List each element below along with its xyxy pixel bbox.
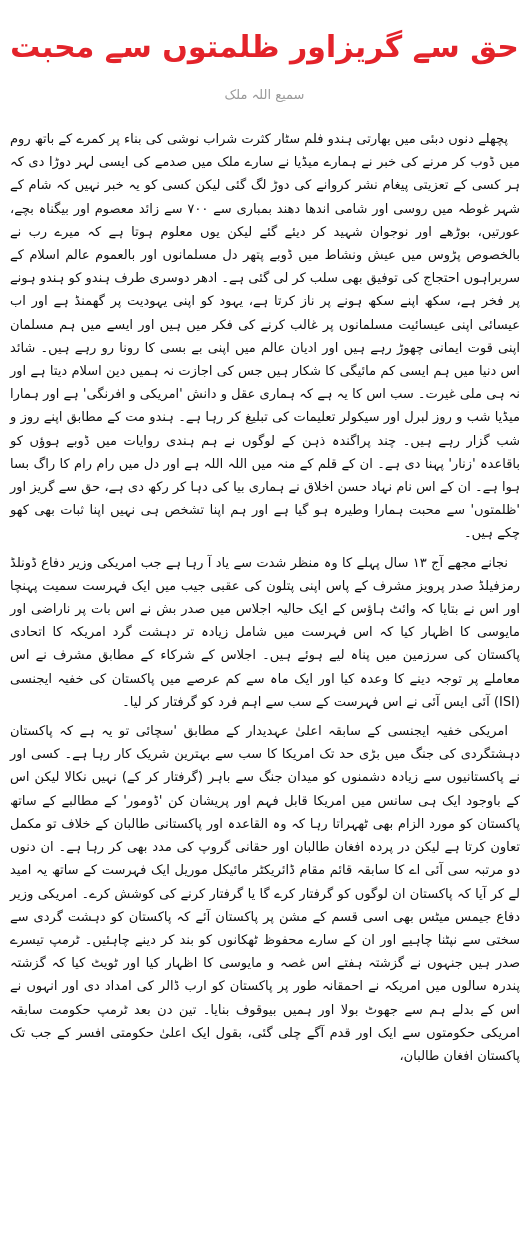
- article-paragraph: امریکی خفیہ ایجنسی کے سابقہ اعلیٰ عہدیدار کے مطابق 'سچائی تو یہ ہے کہ پاکستان دہشتگردی کی جنگ میں بڑی حد تک امریکا کا سب سے بہترین شریک کار رہا ہے۔ کسی اور نے پاکستانیوں سے زیادہ دشمنوں کو میدان جنگ سے باہر (گرفتار کر کے) نہیں نکالا لیکن اس کے باوجود ایک ہی سانس میں امریکا قابل فہم اور پریشان کن 'ڈومور' کے مطالبے کے ساتھ پاکستان کو مورد الزام بھی ٹھہراتا رہا کہ وہ القاعدہ اور پاکستانی طالبان کے خلاف تو مکمل تعاون کرتا ہے لیکن در پردہ افغان طالبان اور حقانی گروپ کی مدد بھی کر رہا ہے۔ ان دنوں دو مرتبہ سی آئی اے کا سابقہ قائم مقام ڈائریکٹر مائیکل موریل ایک فہرست کے ساتھ یہ امید لے کر آیا کہ پاکستان ان لوگوں کو گرفتار کرے گا یا گرفتار کرنے کی کوشش کرے۔ امریکی وزیر دفاع جیمس میٹس بھی اسی قسم کے مشن پر پاکستان آئے کہ پاکستان کو دہشت گردی سے سختی سے نپٹنا چاہیے اور ان کے سارے محفوظ ٹھکانوں کو بند کر دینے چاہئیں۔ ٹرمپ تیسرے صدر ہیں جنہوں نے گزشتہ ہفتے اس غصہ و مایوسی کا اظہار کیا اور ٹویٹ کیا کہ گزشتہ پندرہ سالوں میں امریکہ نے احمقانہ طور پر پاکستان کو ارب ڈالر کی امداد دی اور انہوں نے اس کے بدلے ہم سے جھوٹ بولا اور ہمیں بیوقوف بنایا۔ تین دن بعد ٹرمپ حکومت سابقہ امریکی حکومتوں سے ایک اور قدم آگے چلی گئی، بقول ایک اعلیٰ حکومتی افسر کے جب تک پاکستان افغان طالبان،: [10, 724, 520, 1064]
- article-title: حق سے گریزاور ظلمتوں سے محبت: [10, 30, 519, 65]
- author-byline: سمیع اللہ ملک: [224, 88, 305, 103]
- article-paragraph: نجانے مجھے آج ۱۳ سال پہلے کا وہ منظر شدت سے یاد آ رہا ہے جب امریکی وزیر دفاع ڈونلڈ رمزفیلڈ صدر پرویز مشرف کے پاس اپنی پتلون کی عقبی جیب میں ایک فہرست سمیت پہنچا اور اس نے بتایا کہ وائٹ ہاؤس کے ایک حالیہ اجلاس میں صدر بش نے اس بات پر ناراضی اور مایوسی کا اظہار کیا کہ اس فہرست میں شامل زیادہ تر دہشت گرد امریکہ کا اتحادی پاکستان کی سرزمین میں پناہ لیے ہوئے ہیں۔ اجلاس کے شرکاء کے مطابق مشرف نے اس معاملے پر توجہ دینے کا وعدہ کیا اور ایک ماہ سے کم عرصے میں پاکستان کی خفیہ ایجنسی (ISI) آئی ایس آئی نے اس فہرست کے سب سے اہم فرد کو گرفتار کر لیا۔: [10, 555, 520, 710]
- article-body: [10, 128, 520, 1074]
- article-paragraph: پچھلے دنوں دبئی میں بھارتی ہندو فلم سٹار کثرت شراب نوشی کی بناء پر کمرے کے باتھ روم میں ڈوب کر مرنے کی خبر نے ہمارے میڈیا نے سارے ملک میں صدمے کی ایسی لہر دوڑا دی کہ ہر کسی کے تعزیتی پیغام نشر کروانے کی دوڑ لگ گئی لیکن کسی کو یہ خبر نہیں کہ شام کے شہر غوطہ میں روسی اور شامی اندھا دھند بمباری سے ۷۰۰ سے زائد معصوم اور بیگناہ بچے، عورتیں، بوڑھے اور نوجوان شہید کر دیئے گئے لیکن یوں معلوم ہوتا ہے کہ میرے رب نے بالخصوص پڑوس میں عیش ونشاط میں ڈوبے پتھر دل مسلمانوں اور بالعموم عالم اسلام کے سربراہوں احتجاج کی توفیق بھی سلب کر لی گئی ہے۔ ادھر دوسری طرف ہندو کو ہندو ہونے پر فخر ہے، سکھ اپنے سکھ ہونے پر ناز کرتا ہے، یہود کو اپنی یہودیت پر گھمنڈ ہے اور اب عیسائی اپنی عیسائیت مسلمانوں پر غالب کرنے کی فکر میں ہیں اور ایسے میں ہم مسلمان اپنی قوت ایمانی چھوڑ رہے ہیں اور ادیان عالم میں اپنی بے بسی کا رونا رو رہے ہیں۔ شائد اس دنیا میں ہم ایسی کم مائیگی کا شکار ہیں جس کی اجازت نہ ہمیں دین اسلام دیتا ہے اور نہ ہی ملی غیرت۔ سب اس کا یہ ہے کہ ہماری عقل و دانش 'امریکی و افرنگی' ہے اور ہمارا میڈیا شب و روز لبرل اور سیکولر تعلیمات کی تبلیغ کر رہا ہے۔ ہندو مت کے مطابق اپنے روز و شب گزار رہے ہیں۔ چند پراگندہ ذہن کے لوگوں نے ہم ہندی روایات میں ڈوبے ہوؤں کو باقاعدہ 'زنار' پہنا دی ہے۔ ان کے قلم کے منہ میں اللہ اللہ ہے اور دل میں رام رام کا راگ بسا ہوا ہے۔ ان کے اس نام نہاد حسن اخلاق نے ہماری بیا کی دہا کر رکھ دی ہے، حق سے گریز اور 'ظلمتوں' سے محبت ہمارا وطیرہ ہو گیا ہے اور ہم اپنا تشخص ہی نہیں اپنا ثبات بھی کھو چکے ہیں۔: [10, 132, 520, 542]
